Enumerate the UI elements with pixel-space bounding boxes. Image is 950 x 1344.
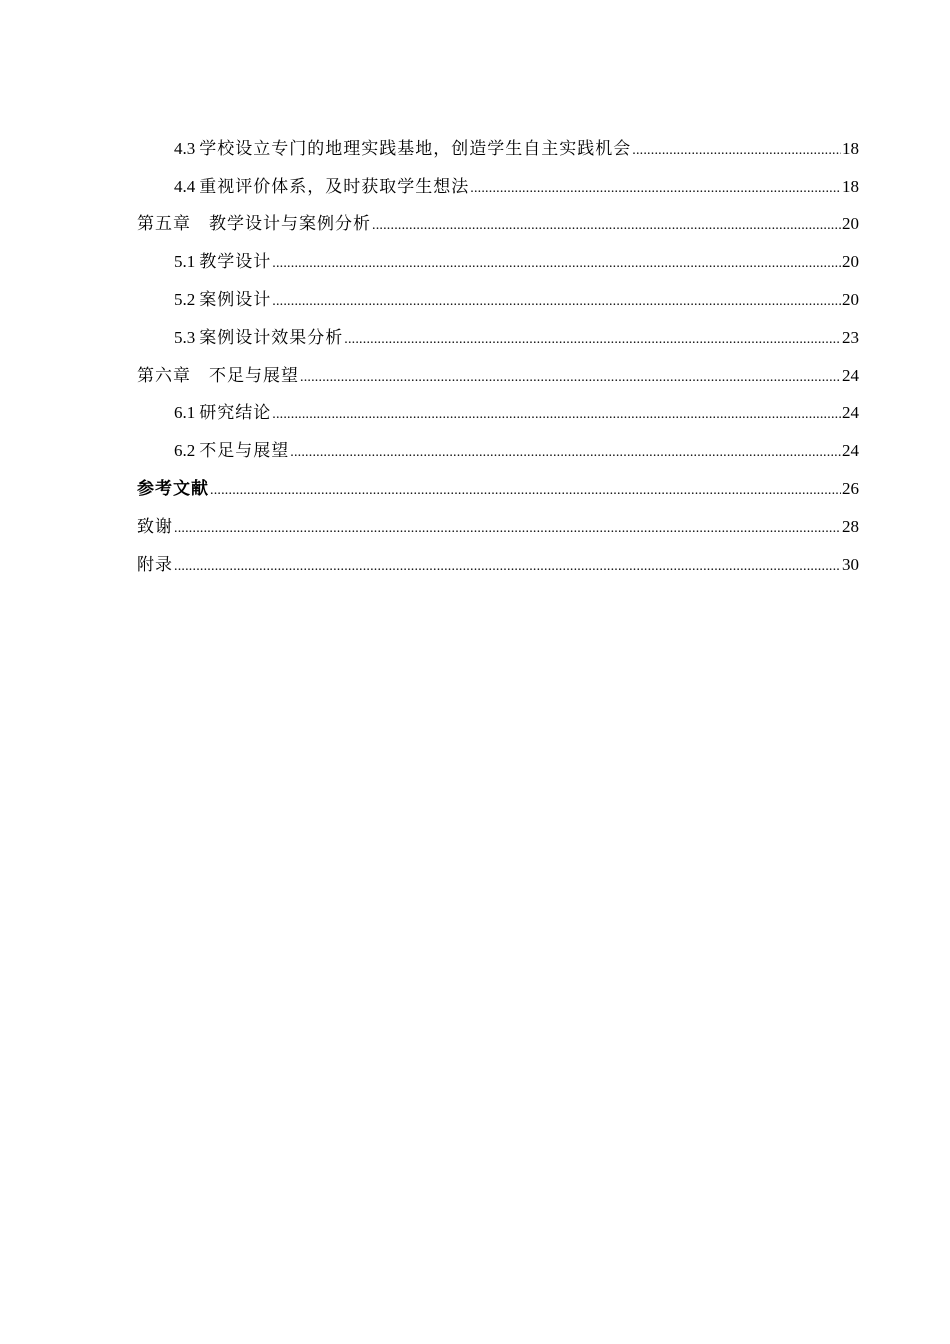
toc-entry-5-3[interactable] [0, 320, 950, 358]
toc-entry-page: 24 [842, 441, 859, 461]
toc-entry-title [174, 139, 631, 159]
toc-entry-6-2[interactable] [0, 433, 950, 471]
toc-entry-number: 4.4 [174, 176, 196, 196]
toc-entry-page: 20 [842, 214, 859, 234]
toc-leader-dots [174, 557, 841, 577]
toc-entry-references[interactable] [0, 471, 950, 509]
toc-entry-label: 第五章 教学设计与案例分析 [137, 214, 371, 234]
table-of-contents [0, 131, 950, 585]
toc-entry-6-1[interactable] [0, 396, 950, 434]
toc-entry-title [174, 177, 469, 197]
toc-leader-dots [470, 179, 841, 199]
toc-leader-dots [174, 519, 841, 539]
toc-entry-page: 26 [842, 479, 859, 499]
toc-entry-page: 23 [842, 327, 859, 347]
toc-entry-5-1[interactable] [0, 244, 950, 282]
toc-entry-number: 4.3 [174, 138, 196, 158]
toc-entry-page: 28 [842, 516, 859, 536]
toc-entry-page: 20 [842, 252, 859, 272]
toc-entry-chapter-6[interactable] [0, 358, 950, 396]
toc-entry-page: 24 [842, 403, 859, 423]
toc-leader-dots [272, 292, 841, 312]
toc-entry-label: 致谢 [137, 516, 173, 536]
toc-entry-title [174, 441, 289, 461]
toc-leader-dots [290, 443, 841, 463]
toc-entry-number: 6.2 [174, 441, 196, 461]
toc-entry-title [174, 290, 271, 310]
toc-leader-dots [272, 254, 841, 274]
toc-leader-dots [210, 481, 841, 501]
toc-entry-label: 附录 [137, 554, 173, 574]
toc-entry-appendix[interactable] [0, 547, 950, 585]
toc-entry-4-4[interactable] [0, 169, 950, 207]
toc-entry-label: 案例设计效果分析 [199, 327, 344, 347]
toc-leader-dots [272, 405, 841, 425]
toc-entry-label: 参考文献 [137, 479, 209, 499]
toc-entry-label: 教学设计 [199, 252, 272, 272]
toc-entry-page: 20 [842, 290, 859, 310]
toc-entry-title [174, 252, 271, 272]
toc-leader-dots [344, 330, 841, 350]
toc-entry-title [174, 403, 271, 423]
toc-entry-page: 18 [842, 138, 859, 158]
toc-entry-label: 第六章 不足与展望 [137, 365, 299, 385]
toc-entry-4-3[interactable] [0, 131, 950, 169]
toc-entry-label: 重视评价体系，及时获取学生想法 [199, 176, 470, 196]
toc-leader-dots [300, 368, 841, 388]
toc-entry-page: 24 [842, 365, 859, 385]
toc-entry-5-2[interactable] [0, 282, 950, 320]
toc-entry-number: 6.1 [174, 403, 196, 423]
toc-entry-chapter-5[interactable] [0, 207, 950, 245]
toc-entry-label: 学校设立专门的地理实践基地，创造学生自主实践机会 [199, 138, 632, 158]
toc-entry-number: 5.3 [174, 327, 196, 347]
toc-entry-title [174, 328, 343, 348]
toc-entry-number: 5.2 [174, 290, 196, 310]
toc-entry-page: 30 [842, 554, 859, 574]
toc-entry-label: 研究结论 [199, 403, 272, 423]
toc-entry-acknowledgements[interactable] [0, 509, 950, 547]
toc-leader-dots [372, 216, 841, 236]
toc-entry-label: 案例设计 [199, 290, 272, 310]
toc-entry-number: 5.1 [174, 252, 196, 272]
toc-entry-label: 不足与展望 [199, 441, 290, 461]
toc-leader-dots [632, 141, 841, 161]
toc-entry-page: 18 [842, 176, 859, 196]
